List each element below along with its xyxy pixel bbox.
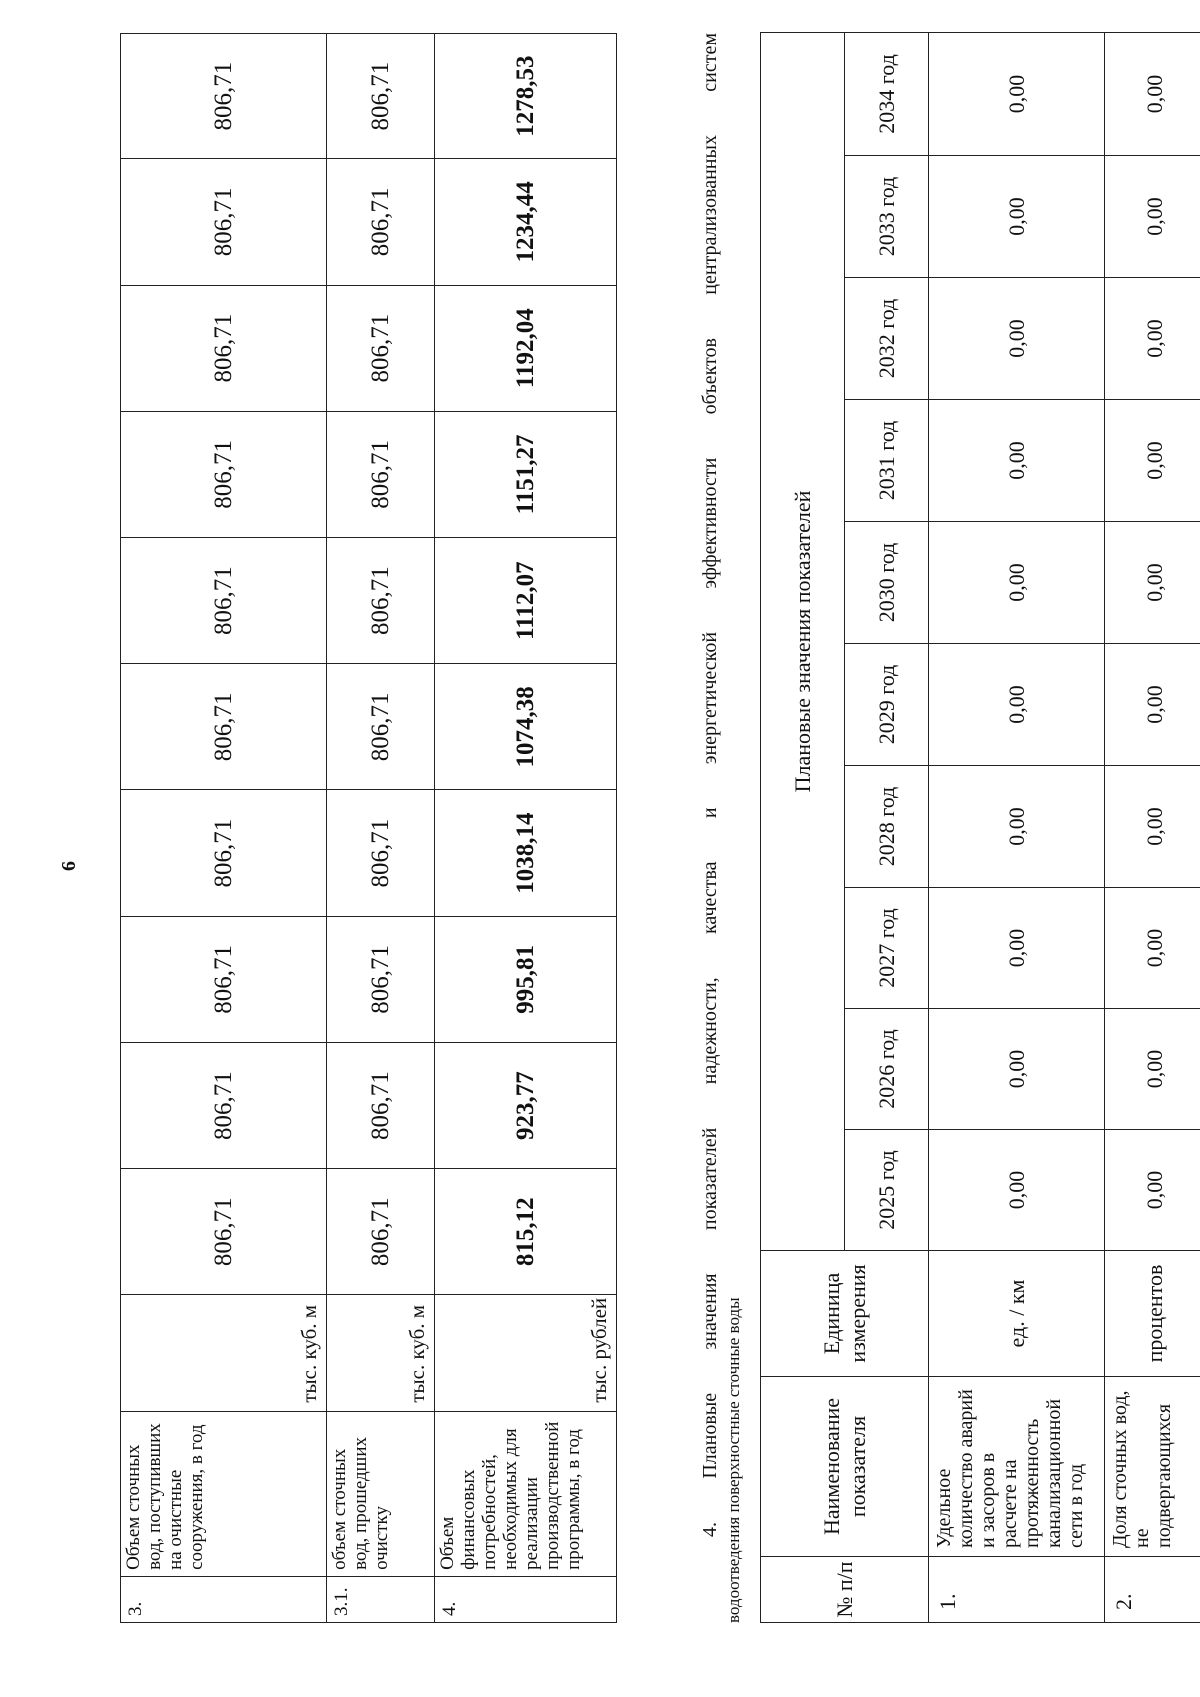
value-cell: 806,71 (121, 790, 327, 916)
year-header: 2032 год (845, 278, 929, 400)
unit-cell: ед. / км (929, 1251, 1105, 1377)
value-cell: 806,71 (121, 1042, 327, 1168)
year-header: 2031 год (845, 400, 929, 522)
value-cell: 806,71 (327, 34, 435, 159)
page-number: 6 (58, 861, 80, 871)
value-cell: 1151,27 (435, 411, 617, 537)
value-cell: 0,00 (929, 278, 1105, 400)
header-name: Наименование показателя (761, 1377, 929, 1557)
value-cell: 806,71 (327, 1169, 435, 1295)
value-cell: 806,71 (327, 411, 435, 537)
table-row (929, 32, 1105, 1622)
value-cell: 0,00 (929, 32, 1105, 155)
row-number: 3. (121, 1576, 327, 1622)
value-cell: 0,00 (929, 522, 1105, 644)
year-header: 2029 год (845, 644, 929, 766)
table-row (327, 34, 435, 1623)
value-cell: 1278,53 (435, 34, 617, 159)
value-cell: 0,00 (1105, 1130, 1200, 1251)
value-cell: 806,71 (327, 664, 435, 790)
value-cell: 815,12 (435, 1169, 617, 1295)
unit-cell: тыс. рублей (435, 1295, 617, 1411)
year-header: 2033 год (845, 156, 929, 278)
table-row (1105, 32, 1200, 1622)
table-row (435, 34, 617, 1623)
year-header: 2026 год (845, 1009, 929, 1130)
value-cell: 0,00 (929, 766, 1105, 888)
value-cell: 0,00 (1105, 644, 1200, 766)
value-cell: 806,71 (327, 285, 435, 411)
unit-cell: тыс. куб. м (121, 1295, 327, 1411)
value-cell: 1234,44 (435, 159, 617, 285)
header-no: № п/п (761, 1557, 929, 1623)
value-cell: 923,77 (435, 1042, 617, 1168)
row-number: 1. (929, 1557, 1105, 1623)
unit-cell: тыс. куб. м (327, 1295, 435, 1411)
value-cell: 806,71 (121, 285, 327, 411)
value-cell: 0,00 (1105, 400, 1200, 522)
value-cell: 806,71 (121, 159, 327, 285)
value-cell: 806,71 (121, 664, 327, 790)
indicator-name: Удельное количество аварий и засоров в расчете на протяженность канализационной сети в год (929, 1377, 1105, 1557)
value-cell: 806,71 (121, 916, 327, 1042)
value-cell: 995,81 (435, 916, 617, 1042)
header-unit: Единица измерения (761, 1251, 929, 1377)
value-cell: 0,00 (1105, 1009, 1200, 1130)
production-program-table (120, 33, 617, 1623)
value-cell: 806,71 (121, 538, 327, 664)
value-cell: 806,71 (327, 916, 435, 1042)
caption-line-1: 4. Плановые значения показателей надежности, качества и энергетической эффективности объектов централизованных систем (699, 33, 721, 1537)
section-caption (698, 33, 746, 1623)
table-row (121, 34, 327, 1623)
year-header: 2034 год (845, 32, 929, 155)
value-cell: 806,71 (121, 411, 327, 537)
row-number: 3.1. (327, 1576, 435, 1622)
value-cell: 0,00 (929, 644, 1105, 766)
row-number: 2. (1105, 1557, 1200, 1623)
value-cell: 806,71 (327, 538, 435, 664)
value-cell: 806,71 (121, 1169, 327, 1295)
row-number: 4. (435, 1576, 617, 1622)
value-cell: 0,00 (1105, 522, 1200, 644)
indicator-name: Объем сточных вод, поступивших на очистные сооружения, в год (121, 1411, 327, 1576)
year-header: 2028 год (845, 766, 929, 888)
year-header: 2025 год (845, 1130, 929, 1251)
value-cell: 1112,07 (435, 538, 617, 664)
value-cell: 806,71 (327, 1042, 435, 1168)
value-cell: 0,00 (929, 156, 1105, 278)
value-cell: 1038,14 (435, 790, 617, 916)
value-cell: 0,00 (1105, 888, 1200, 1009)
value-cell: 0,00 (1105, 278, 1200, 400)
header-planned-values: Плановые значения показателей (761, 32, 845, 1250)
indicator-name: Объем финансовых потребностей, необходимых для реализации производственной программы, в год (435, 1411, 617, 1576)
value-cell: 0,00 (929, 888, 1105, 1009)
year-header: 2030 год (845, 522, 929, 644)
indicator-name: объем сточных вод, прошедших очистку (327, 1411, 435, 1576)
indicators-table (760, 32, 1200, 1623)
value-cell: 0,00 (929, 1009, 1105, 1130)
value-cell: 1074,38 (435, 664, 617, 790)
value-cell: 0,00 (929, 400, 1105, 522)
value-cell: 0,00 (1105, 32, 1200, 155)
value-cell: 0,00 (929, 1130, 1105, 1251)
indicator-name: Доля сточных вод, не подвергающихся (1105, 1377, 1200, 1557)
value-cell: 0,00 (1105, 766, 1200, 888)
value-cell: 806,71 (121, 34, 327, 159)
value-cell: 806,71 (327, 159, 435, 285)
year-header: 2027 год (845, 888, 929, 1009)
value-cell: 1192,04 (435, 285, 617, 411)
value-cell: 806,71 (327, 790, 435, 916)
value-cell: 0,00 (1105, 156, 1200, 278)
caption-line-2: водоотведения поверхностные сточные воды (724, 1297, 743, 1623)
unit-cell: процентов (1105, 1251, 1200, 1377)
